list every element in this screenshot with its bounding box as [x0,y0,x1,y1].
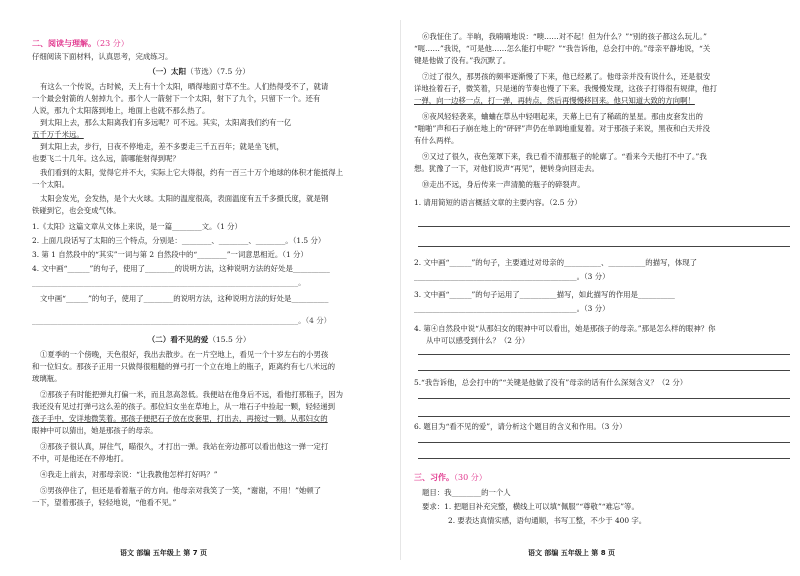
right-page-footer: 语文 部编 五年级上 第 8 页 [528,549,616,557]
p2-line-11: ⑤男孩停住了，但还是看着瓶子的方向。他母亲对我笑了一笑，“谢谢，不用！”她顿了 [40,486,322,495]
p2-line-18: 一弹，向一边移一点，打一弹，再转点，然后再慢慢移回来。他只知道大致的方向啊！ [414,96,695,105]
q1-answer-line-1[interactable] [418,226,790,227]
p2-line-4: ②那孩子有时能把弹丸打偏一米，而且忽高忽低。我便站在他身后不远，看他打那瓶子，因为 [40,390,344,399]
q1-answer-line-2[interactable] [418,246,790,247]
q5-answer-line-1[interactable] [418,398,790,399]
p1-line-9: 一个太阳。 [32,180,69,189]
p2-line-12: 一下，望着那孩子，轻轻地说，“他看不见。” [32,498,177,507]
p1-question-4b-answer-line[interactable]: ________________________________________________________________________。（4 分） [32,316,331,325]
p2-line-10: ④我走上前去，对那母亲说：“让我教他怎样打好吗？” [40,470,218,479]
q5-answer-line-2[interactable] [418,416,790,417]
p1-line-4: 到太阳上去，那么太阳离我们有多远呢？可不远。其实，太阳离我们约有一亿 [40,118,292,127]
p2-question-3[interactable]: 3. 文中画“______”的句子运用了__________描写，如此描写的作用是__________ [414,290,675,299]
composition-requirement-1: 要求：1. 把题目补充完整，横线上可以填“佩服”“尊敬”“难忘”等。 [422,502,639,511]
p1-line-11: 铁碰到它，也会变成气体。 [32,206,121,215]
p1-line-2: 一个最会射箭的人射掉九个。那个人一箭射下一个太阳，射下了九个，只留下一个。还有 [32,94,321,103]
p1-question-4b[interactable]: 文中画“______”的句子，使用了________的说明方法，这种说明方法的好处是__________ [40,294,329,303]
p2-line-6: 孩子手中，安详地微笑着。那孩子便把石子放在皮套里，打出去，再接过一颗。从那妇女的 [32,414,328,423]
q4-answer-line-2[interactable] [418,370,790,371]
passage2-score: （15.5 分） [208,335,251,344]
p2-line-3: 玻璃瓶。 [32,374,62,383]
p2-line-24: ⑩走出不远，身后传来一声清脆的瓶子的碎裂声。 [422,180,585,189]
p2-line-9: 不中，可是他还在不停地打。 [32,454,129,463]
p1-line-3: 人说，那九个太阳落到地上，地面上也就不那么热了。 [32,106,210,115]
p2-line-19: ⑧夜风轻轻袭来，蛐蛐在草丛中轻唱起来，天幕上已有了稀疏的星星。那由皮套发出的 [422,112,703,121]
reading-section-label: 二、阅读与理解。 [32,38,96,48]
left-page [0,0,398,576]
p1-line-6: 到太阳上去，步行，日夜不停地走，差不多要走三千五百年；就是坐飞机， [40,142,284,151]
p1-question-4[interactable]: 4. 文中画“______”的句子，使用了________的说明方法，这种说明方法的好处是__________ [32,264,330,273]
p1-line-1: 有这么一个传说，古时候，天上有十个太阳，晒得地面寸草不生。人们热得受不了，就请 [40,82,329,91]
p2-line-16: ⑦过了很久，那男孩的频率逐渐慢了下来，他已经累了。他母亲并没有说什么，还是很安 [422,72,711,81]
p2-question-6[interactable]: 6. 题目为“看不见的爱”，请分析这个题目的含义和作用。（3 分） [414,422,627,431]
passage1-subtitle: （节选）（7.5 分） [186,67,250,76]
p2-line-17: 详地捡着石子，微笑着，只是递的节奏也慢了下来。我慢慢发现，这孩子打得很有规律，他打 [414,84,718,93]
p2-line-5: 我还没有见过打弹弓这么差的孩子。那位妇女坐在草地上，从一堆石子中捡起一颗，轻轻递到 [32,402,336,411]
composition-section-title [414,472,487,483]
p2-line-21: 有什么两样。 [414,136,459,145]
passage1-title-text: （一）太阳 [148,67,187,76]
p1-question-1[interactable]: 1.《太阳》这篇文章从文体上来说，是一篇________文。（1 分） [32,222,242,231]
composition-prompt[interactable]: 题目：我________的一个人 [422,488,511,497]
p2-line-15: 键是他做了没有。”我沉默了。 [414,56,511,65]
passage2-title [0,334,398,345]
q6-answer-line-2[interactable] [418,458,790,459]
p1-question-2[interactable]: 2. 上面几段话写了太阳的三个特点，分别是：________、________、________。（1.5 分） [32,236,326,245]
q4-answer-line-1[interactable] [418,354,790,355]
p2-line-13: ⑥我怔住了。半晌，我喃喃地说：“噢……对不起！但为什么？”“别的孩子都这么玩儿。” [422,32,707,41]
composition-section-score: （30 分） [454,473,487,482]
p1-line-8: 我们看到的太阳，觉得它并不大，实际上它大得很，约有一百三十万个地球的体积才能抵得上 [40,168,344,177]
p2-line-22: ⑨又过了很久，夜色笼罩下来，我已看不清那瓶子的轮廓了。“看来今天他打不中了。”我 [422,152,707,161]
p1-question-3[interactable]: 3. 第 1 自然段中的“其实”一词与第 2 自然段中的“________”一词意思相近。（1 分） [32,250,308,259]
p1-line-5: 五千万千米远。 [32,130,84,139]
p2-line-20: “啪啪”声和石子崩在地上的“砰砰”声仍在单调地重复着。对于那孩子来说，黑夜和白天并没 [414,124,710,133]
p2-line-23: 想。犹豫了一下，对他们说声“再见”，便转身向回走去。 [414,164,599,173]
p2-question-4[interactable]: 4. 第④自然段中说“从那妇女的眼神中可以看出，她是那孩子的母亲。”那是怎么样的眼神？你 [414,324,716,333]
page-fold [400,20,401,560]
p2-line-7: 眼神中可以猜出，她是那孩子的母亲。 [32,426,158,435]
composition-section-label: 三、习作。 [414,472,454,482]
p2-line-14: “呃……”我说，“可是他……怎么能打中呢？”“我告诉他，总会打中的。”母亲平静地说，“关 [414,44,711,53]
reading-section-score: （23 分） [96,39,129,48]
p2-question-3-cont[interactable]: ____________________________________________。（3 分） [414,304,610,313]
p2-question-1[interactable]: 1. 请用简短的语言概括文章的主要内容。（2.5 分） [414,198,582,207]
right-page [404,0,800,576]
q6-answer-line-1[interactable] [418,442,790,443]
passage2-title-text: （二）看不见的爱 [147,335,209,344]
p2-question-2[interactable]: 2. 文中画“______”的句子，主要通过对母亲的__________、__________的描写，体现了 [414,258,698,267]
left-page-footer: 语文 部编 五年级上 第 7 页 [120,549,208,557]
p2-line-2: 和一位妇女。那孩子正用一只做得很粗糙的弹弓打一个立在地上的瓶子，距离约有七八米远的 [32,362,336,371]
p1-question-4-answer-line[interactable]: ________________________________________________________________________。 [32,278,306,287]
p2-question-5[interactable]: 5.“我告诉他，总会打中的”“关键是他做了没有”母亲的话有什么深刻含义？（2 分） [414,378,688,387]
p2-question-2-cont[interactable]: ____________________________________________。（3 分） [414,272,610,281]
p1-line-10: 太阳会发光，会发热，是个大火球。太阳的温度很高，表面温度有五千多摄氏度，就是钢 [40,194,329,203]
reading-instruction: 仔细阅读下面材料，认真思考，完成练习。 [32,52,173,61]
p2-line-8: ③那孩子很认真，屏住气，瞄很久，才打出一弹。我站在旁边都可以看出他这一弹一定打 [40,442,329,451]
p2-line-1: ①夏季的一个傍晚，天色很好，我出去散步。在一片空地上，看见一个十岁左右的小男孩 [40,350,329,359]
p2-question-4-cont[interactable]: 从中可以感受到什么？（2 分） [426,336,530,345]
p1-line-7: 也要飞二十几年。这么远，箭哪能射得到呢？ [32,154,180,163]
passage1-title [0,66,398,77]
reading-section-title [32,38,129,49]
composition-requirement-2: 2. 要表达真情实感，语句通顺，书写工整，不少于 400 字。 [448,516,647,525]
